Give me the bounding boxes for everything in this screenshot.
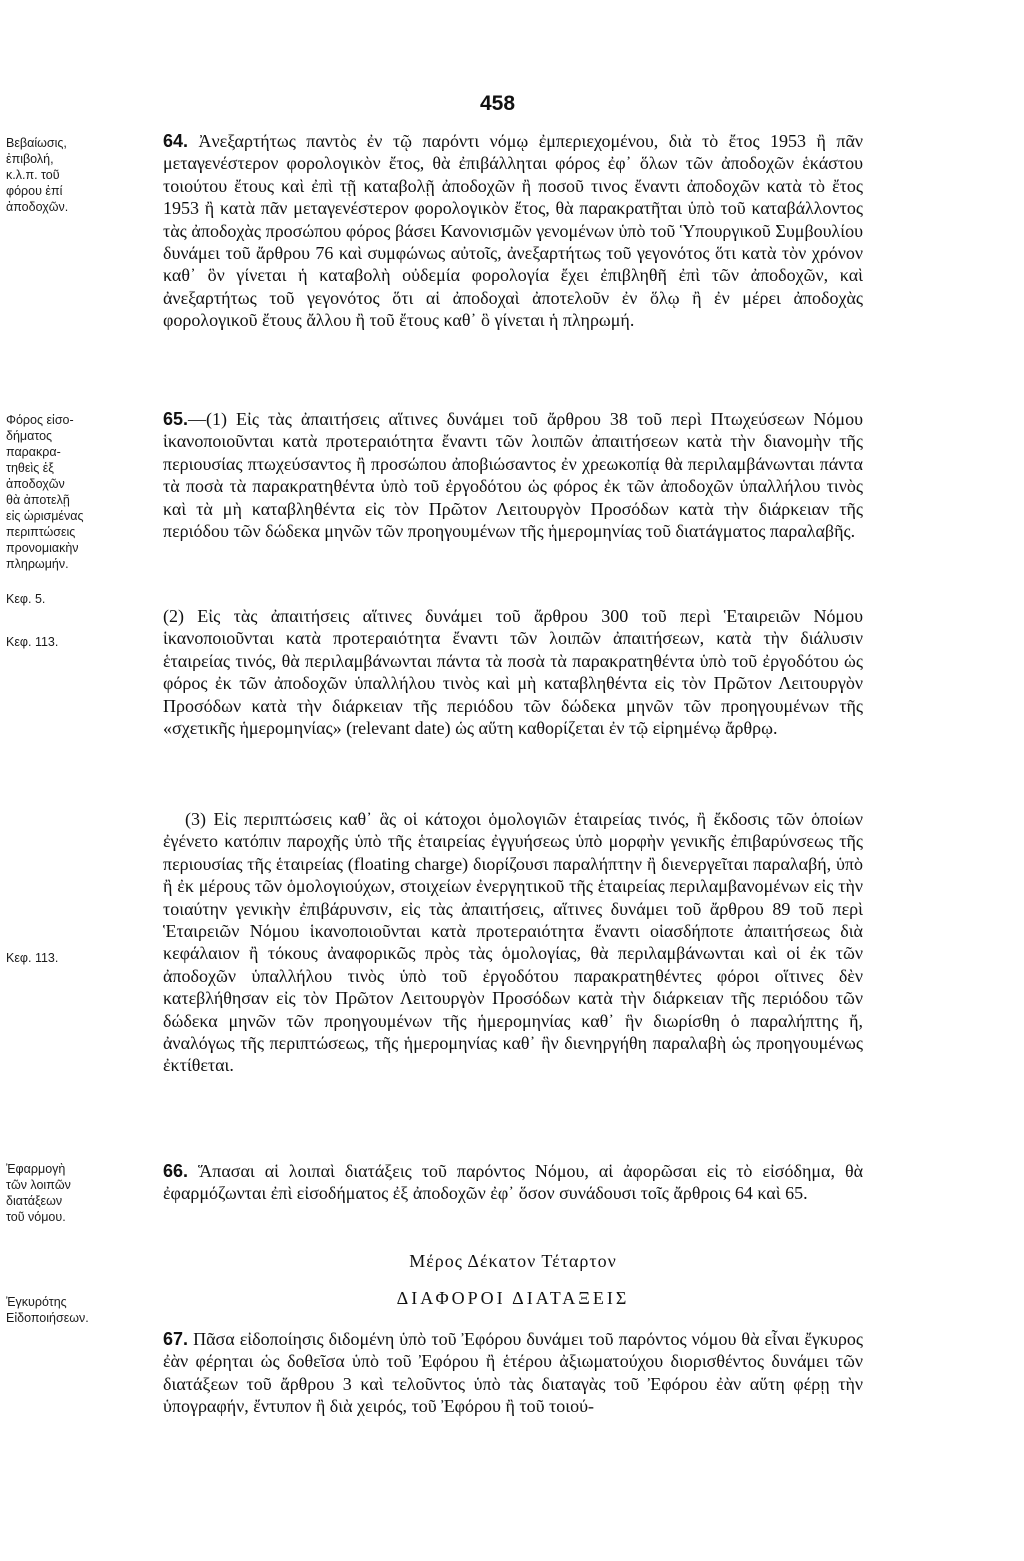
section-number: 66. (163, 1161, 189, 1181)
margin-note-efarmogi (6, 1161, 144, 1225)
section-text: (3) Εἰς περιπτώσεις καθ᾽ ἃς οἱ κάτοχοι ὁμολογιῶν ἑταιρείας τινός, ἢ ἔκδοσις τῶν ὁποίων ἐγένετο κατόπιν παροχῆς ὑπὸ τῆς ἑταιρείας ἐγγυήσεως ὑπὸ μορφὴν γενικῆς ἐπιβαρύνσεως τῆς περιουσίας τῆς ἑταιρείας (floating charge) διορίζουσι παραλήπτην ἢ διενεργεῖται παραλαβή, ὑπὸ ἢ ἐκ μέρους τῶν ὁμολογιούχων, στοιχείων ἐνεργητικοῦ τῆς ἑταιρείας περιλαμβανομένων εἰς τὴν τοιαύτην γενικὴν ἐπιβάρυνσιν, εἰς τὰς ἀπαιτήσεις, αἵτινες δυνάμει τοῦ ἄρθρου 89 τοῦ περὶ Ἑταιρειῶν Νόμου ἱκανοποιοῦνται κατὰ προτεραιότητα ἔναντι οἱασδήποτε ἀπαιτήσεως διὰ κεφάλαιον ἢ τόκους ἀναφορικῶς πρὸς τὰς ὁμολογίας, θὰ περιλαμβάνωνται καὶ οἱ ἐκ τῶν ἀποδοχῶν ὑπαλλήλου τινὸς ὑπὸ τοῦ ἐργοδότου παρακρατηθέντες φόροι οἵτινες δὲν κατεβλήθησαν εἰς τὸν Πρῶτον Λειτουργὸν Προσόδων κατὰ τὴν διάρκειαν τῆς περιόδου τῶν δώδεκα μηνῶν τῶν προηγουμένων τῆς ἡμερομηνίας καθ᾽ ἣν διωρίσθη ὁ παραλήπτης ἤ, ἀναλόγως τῆς περιπτώσεως, τῆς ἡμερομηνίας καθ᾽ ἣν διενηργήθη παραλαβὴ ὡς προηγουμένως ἐκτίθεται. (163, 809, 863, 1076)
margin-note-line: κ.λ.π. τοῦ (6, 168, 60, 182)
section-number: 65. (163, 409, 189, 429)
margin-note-line: φόρου ἐπί (6, 184, 63, 198)
part-title: ΔΙΑΦΟΡΟΙ ΔΙΑΤΑΞΕΙΣ (396, 1288, 630, 1308)
margin-note-line: περιπτώσεις (6, 525, 76, 539)
section-text: Ἀνεξαρτήτως παντὸς ἐν τῷ παρόντι νόμῳ ἐμπεριεχομένου, διὰ τὸ ἔτος 1953 ἢ πᾶν μεταγενέστερον φορολογικὸν ἔτος, θὰ ἐπιβάλληται φόρος ἐφ᾽ ὅλων τῶν ἀποδοχῶν ἑκάστου τοιούτου ἔτους καὶ ἐπὶ τῇ καταβολῇ ἀποδοχῶν ἢ ποσοῦ τινος ἔναντι ἀποδοχῶν κατὰ τὸ ἔτος 1953 ἢ κατὰ πᾶν μεταγενέστερον φορολογικὸν ἔτος, θὰ παρακρατῆται ὑπὸ τοῦ καταβάλλοντος τὰς ἀποδοχὰς προσώπου φόρος βάσει Κανονισμῶν γενομένων ὑπὸ τοῦ Ὑπουργικοῦ Συμβουλίου δυνάμει τοῦ ἄρθρου 76 καὶ συμφώνως αὐτοῖς, ἀνεξαρτήτως τοῦ γεγονότος ὅτι κατὰ τὸν χρόνον καθ᾽ ὃν γίνεται ἡ καταβολὴ οὐδεμία φορολογία ἔχει ἐπιβληθῆ ἐπὶ τῶν ἀποδοχῶν, καὶ ἀνεξαρτήτως τοῦ γεγονότος ὅτι αἱ ἀποδοχαὶ ἀποτελοῦν ἐν ὅλῳ ἢ ἐν μέρει ἀποδοχὰς φορολογικοῦ ἔτους ἄλλου ἢ τοῦ ἔτους καθ᾽ ὃ γίνεται ἡ πληρωμή. (163, 131, 864, 331)
margin-note-kef113b (6, 950, 144, 966)
page-number: 458 (480, 92, 516, 115)
margin-note-line: Κεφ. 113. (6, 635, 59, 649)
margin-note-line: Φόρος εἰσο- (6, 413, 74, 427)
section-text: Ἅπασαι αἱ λοιπαὶ διατάξεις τοῦ παρόντος Νόμου, αἱ ἀφορῶσαι εἰς τὸ εἰσόδημα, θὰ ἐφαρμόζωνται ἐπὶ εἰσοδήματος ἐξ ἀποδοχῶν ἐφ᾽ ὅσον συνάδουσι τοῖς ἄρθροις 64 καὶ 65. (163, 1161, 863, 1204)
section-64 (163, 130, 863, 332)
margin-note-line: Ἐγκυρότης (6, 1295, 67, 1309)
margin-note-line: ἀποδοχῶν. (6, 200, 69, 214)
section-text: —(1) Εἰς τὰς ἀπαιτήσεις αἵτινες δυνάμει τοῦ ἄρθρου 38 τοῦ περὶ Πτωχεύσεων Νόμου ἱκανοποιοῦνται κατὰ προτεραιότητα ἔναντι τῶν λοιπῶν ἀπαιτήσεων κατὰ τὴν διανομὴν τῆς περιουσίας πτωχεύσαντος ἢ προσώπου ἀποβιώσαντος ἐν χρεωκοπίᾳ θὰ περιλαμβάνωνται πάντα τὰ ποσὰ τὰ παρακρατηθέντα ὑπὸ τοῦ ἐργοδότου ὡς φόρος ἐκ τῶν ἀποδοχῶν ὑπαλλήλου τινὸς καὶ τὰ μὴ καταβληθέντα εἰς τὸν Πρῶτον Λειτουργὸν Προσόδων κατὰ τὴν διάρκειαν τῆς περιόδου τῶν δώδεκα μηνῶν τῶν προηγουμένων τῆς ἡμερομηνίας τοῦ διατάγματος παραλαβῆς. (163, 409, 863, 542)
margin-note-line: δήματος (6, 429, 53, 443)
margin-note-line: Κεφ. 5. (6, 592, 46, 606)
margin-note-line: Βεβαίωσις, (6, 136, 67, 150)
margin-note-line: παρακρα- (6, 445, 61, 459)
section-number: 67. (163, 1329, 189, 1349)
section-text: Πᾶσα εἰδοποίησις διδομένη ὑπὸ τοῦ Ἐφόρου δυνάμει τοῦ παρόντος νόμου θὰ εἶναι ἔγκυρος ἐὰν φέρηται ὡς δοθεῖσα ὑπὸ τοῦ Ἐφόρου ἢ ἑτέρου ἀξιωματούχου διορισθέντος δυνάμει τῶν διατάξεων τοῦ ἄρθρου 3 καὶ τελοῦντος ὑπὸ τὰς διαταγὰς τοῦ Ἐφόρου ἐὰν αὕτη φέρῃ τὴν ὑπογραφήν, ἔντυπον ἢ διὰ χειρός, τοῦ Ἐφόρου ἢ τοῦ τοιού- (163, 1329, 864, 1417)
margin-note-line: Κεφ. 113. (6, 951, 59, 965)
margin-note-foros (6, 412, 144, 572)
margin-note-bebaiosis (6, 135, 144, 215)
margin-note-line: Ἐφαρμογὴ (6, 1162, 66, 1176)
margin-note-line: ἐπιβολή, (6, 152, 54, 166)
section-65-2 (163, 605, 863, 739)
section-66 (163, 1160, 863, 1205)
margin-note-line: ἀποδοχῶν (6, 477, 65, 491)
margin-note-line: θὰ ἀποτελῇ (6, 493, 70, 507)
margin-note-line: πληρωμήν. (6, 557, 69, 571)
margin-note-line: εἰς ὡρισμένας (6, 509, 84, 523)
margin-note-line: τοῦ νόμου. (6, 1210, 66, 1224)
margin-note-kef5 (6, 591, 144, 607)
section-number: 64. (163, 131, 189, 151)
margin-note-egkyrotis (6, 1294, 144, 1326)
margin-note-line: προνομιακὴν (6, 541, 79, 555)
part-heading: Μέρος Δέκατον Τέταρτον (409, 1251, 617, 1271)
margin-note-kef113a (6, 634, 144, 650)
margin-note-line: διατάξεων (6, 1194, 63, 1208)
section-65-3 (163, 808, 863, 1077)
section-65-1 (163, 408, 863, 542)
margin-note-line: τῶν λοιπῶν (6, 1178, 71, 1192)
margin-note-line: τηθεὶς ἐξ (6, 461, 54, 475)
margin-note-line: Εἰδοποιήσεων. (6, 1311, 89, 1325)
section-67 (163, 1328, 863, 1418)
section-text: (2) Εἰς τὰς ἀπαιτήσεις αἵτινες δυνάμει τοῦ ἄρθρου 300 τοῦ περὶ Ἑταιρειῶν Νόμου ἱκανοποιοῦνται κατὰ προτεραιότητα ἔναντι τῶν λοιπῶν ἀπαιτήσεων, κατὰ τὴν διάλυσιν ἑταιρείας τινός, θὰ περιλαμβάνωνται πάντα τὰ ποσὰ τὰ παρακρατηθέντα ὑπὸ τοῦ ἐργοδότου ὡς φόρος ἐκ τῶν ἀποδοχῶν ὑπαλλήλου τινὸς καὶ μὴ καταβληθέντα εἰς τὸν Πρῶτον Λειτουργὸν Προσόδων κατὰ τὴν διάρκειαν τῆς περιόδου τῶν δώδεκα μηνῶν τῶν προηγουμένων τῆς «σχετικῆς ἡμερομηνίας» (relevant date) ὡς αὕτη καθορίζεται ἐν τῷ εἰρημένῳ ἄρθρῳ. (163, 606, 863, 739)
